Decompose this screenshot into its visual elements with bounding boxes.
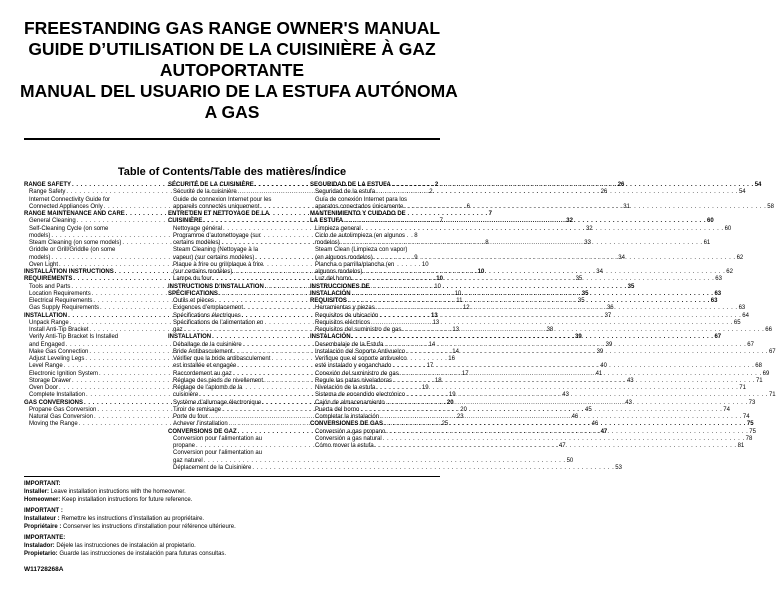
title-divider — [24, 138, 440, 140]
toc-entry-title: Conversión a gas propano — [315, 428, 386, 435]
toc-dot-leader — [204, 458, 566, 465]
toc-entry-title: aparatos conectados únicamente — [315, 203, 404, 210]
toc-page-number: 65 — [733, 319, 741, 326]
toc-dot-leader — [379, 313, 741, 320]
toc-heading: Table of Contents/Table des matières/Índice — [117, 166, 347, 178]
toc-page-number: 47 — [558, 443, 566, 449]
toc-page-number: 26 — [617, 182, 625, 188]
toc-entry-title: INSTALACIÓN — [310, 290, 351, 297]
toc-entry-title: Herramientas y piezas — [315, 305, 375, 312]
toc-entry-title: Internet Connectivity Guide for — [29, 196, 111, 203]
toc-page-number: 68 — [755, 363, 762, 370]
toc-dot-leader — [393, 378, 755, 385]
toc-entry-title: Desembalaje de la Estufa — [315, 341, 384, 348]
toc-entry — [310, 319, 741, 327]
toc-dot-leader — [344, 218, 706, 225]
toc-entry-title: Nivelación de la estufa — [315, 385, 376, 391]
toc-entry-title: Install Anti-Tip Bracket — [29, 327, 89, 333]
toc-entry-title: General Cleaning — [29, 218, 76, 225]
toc-page-number: 35 — [577, 298, 585, 304]
toc-page-number: 38 — [546, 327, 554, 333]
toc-entry — [168, 197, 298, 204]
toc-entry-title: ENTRETIEN ET NETTOYAGE DE LA — [168, 211, 270, 217]
toc-dot-leader — [362, 226, 724, 233]
toc-page-number: 2 — [429, 189, 433, 196]
toc-page-number: 12 — [462, 305, 470, 312]
toc-entry-title: appareils connectés uniquement — [173, 203, 260, 210]
important-text: Conserver les instructions d’installation pour référence ultérieure. — [61, 524, 236, 530]
toc-page-number: 17 — [461, 370, 469, 377]
toc-entry-title: Plaque à frire ou gril/plaque à frire — [173, 261, 264, 268]
toc-entry-title: Conversion pour l’alimentation au — [173, 435, 263, 442]
toc-page-number: 63 — [715, 276, 722, 283]
toc-entry — [310, 247, 440, 254]
toc-entry-title: Sistema de encendido electrónico — [315, 392, 406, 399]
toc-entry-title: Plancha o parrilla/plancha (en — [315, 261, 395, 268]
toc-entry-title: (sur certains modèles) — [173, 269, 233, 275]
toc-entry — [310, 262, 440, 269]
important-text: Guarde las instrucciones de instalación para futuras consultas. — [57, 551, 227, 557]
toc-entry — [168, 233, 298, 240]
toc-entry-title: cuisinière — [173, 392, 199, 399]
toc-entry — [168, 262, 298, 269]
important-text: Remettre les instructions d’installation au propriétaire. — [59, 516, 205, 522]
toc-entry-title: Griddle or Grill/Griddle (on some — [29, 247, 116, 254]
toc-page-number: 6 — [466, 203, 470, 210]
important-role: Propietario: — [24, 551, 58, 557]
toc-entry — [310, 356, 440, 363]
toc-page-number: 46 — [571, 414, 579, 420]
toc-page-number: 67 — [747, 341, 754, 348]
toc-entry-title: Regule las patas niveladoras — [315, 377, 393, 384]
toc-page-number: 33 — [584, 240, 591, 246]
toc-entry-title: CUISINIÈRE — [168, 218, 203, 225]
toc-page-number: 37 — [604, 312, 612, 319]
toc-page-number: 71 — [768, 392, 776, 399]
toc-page-number: 69 — [762, 370, 770, 377]
toc-entry-title: Moving the Range — [29, 421, 78, 428]
important-line — [24, 550, 440, 558]
toc-entry-title: INSTALACIÓN — [310, 334, 351, 341]
toc-entry-title: INSTALLATION INSTRUCTIONS — [24, 269, 114, 275]
toc-page-number: 54 — [754, 182, 762, 188]
toc-page-number: 81 — [737, 443, 745, 449]
toc-entry — [168, 247, 298, 254]
toc-entry-title: Déballage de la cuisinière — [173, 341, 242, 348]
part-number: W11728268A — [24, 566, 64, 573]
toc-entry-title: MANTENIMIENTO Y CUIDADO DE — [310, 211, 406, 217]
toc-entry-title: INSTALLATION — [24, 312, 68, 319]
toc-page-number: 60 — [724, 225, 732, 232]
title-english: FREESTANDING GAS RANGE OWNER'S MANUAL — [23, 18, 441, 38]
toc-dot-leader — [392, 182, 754, 189]
toc-page-number: 39 — [596, 348, 604, 355]
toc-entry-title: SÉCURITÉ DE LA CUISINIÈRE — [168, 182, 254, 188]
toc-page-number: 63 — [738, 305, 746, 312]
toc-entry-title: Programme d’autonettoyage (sur — [173, 232, 261, 239]
toc-entry-title: Conversion pour l’alimentation au — [173, 450, 263, 457]
toc-entry-title: Conexión del suministro de gas — [315, 370, 399, 377]
toc-page-number: 66 — [765, 327, 772, 333]
toc-entry-title: Steam Clean (Limpieza con vapor) — [315, 247, 408, 254]
toc-entry-title: Déplacement de la Cuisinière — [173, 464, 252, 471]
title-spanish-line1: MANUAL DEL USUARIO DE LA ESTUFA AUTÓNOMA — [20, 81, 458, 101]
toc-entry-title: Guide de connexion Internet pour les — [173, 196, 272, 203]
toc-entry-title: est installée et engagée — [173, 363, 237, 370]
toc-page-number: 18 — [434, 377, 442, 384]
toc-dot-leader — [406, 392, 768, 399]
toc-entry-title: Electrical Requirements — [29, 298, 93, 304]
toc-entry-title: Steam Cleaning (Nettoyage à la — [173, 247, 259, 254]
toc-dot-leader — [402, 327, 764, 334]
toc-entry-title: Verify Anti-Tip Bracket Is Installed — [29, 334, 119, 341]
important-notice — [24, 480, 440, 504]
toc-page-number: 35 — [581, 290, 589, 297]
toc-page-number: 11 — [456, 298, 463, 304]
toc-page-number: 50 — [566, 457, 574, 464]
toc-page-number: 35 — [627, 283, 635, 290]
important-heading: IMPORTANT: — [24, 481, 61, 487]
toc-entry-title: certains modèles) — [173, 240, 221, 246]
toc-page-number: 19 — [448, 392, 456, 399]
toc-page-number: 17 — [426, 363, 434, 370]
toc-entry-title: vapeur) (sur certains modèles) — [173, 254, 255, 261]
toc-page-number: 62 — [736, 254, 744, 261]
toc-page-number: 62 — [726, 269, 733, 275]
toc-dot-leader — [341, 240, 703, 247]
toc-dot-leader — [383, 436, 745, 443]
toc-page-number: 43 — [626, 377, 634, 384]
toc-entry-title: Conversión a gas natural — [315, 435, 382, 442]
toc-entry-title: algunos modelos) — [315, 269, 363, 275]
toc-entry — [168, 356, 298, 363]
toc-entry — [310, 435, 753, 443]
manual-title-block — [20, 18, 458, 123]
toc-page-number: 7 — [439, 218, 443, 225]
toc-page-number: 35 — [575, 276, 583, 283]
toc-page-number: 10 — [421, 261, 429, 268]
toc-entry-title: CONVERSIONES DE GAS — [310, 421, 384, 428]
toc-entry-title: Level Range — [29, 363, 63, 370]
toc-page-number: 75 — [746, 421, 754, 428]
toc-dot-leader — [404, 204, 766, 211]
toc-dot-leader — [380, 414, 742, 421]
title-spanish-line2: A GAS — [204, 102, 260, 122]
toc-entry — [168, 320, 298, 327]
toc-entry-title: RANGE MAINTENANCE AND CARE — [24, 211, 125, 217]
toc-page-number: 63 — [710, 298, 718, 304]
toc-dot-leader — [384, 421, 746, 428]
toc-entry-title: LA ESTUFA — [310, 218, 344, 225]
important-role: Installateur : — [24, 516, 60, 522]
toc-page-number: 63 — [714, 290, 722, 297]
toc-entry — [24, 226, 156, 233]
toc-page-number: 45 — [585, 406, 592, 413]
toc-entry-title: gaz naturel — [173, 457, 203, 464]
toc-page-number: 32 — [566, 218, 573, 225]
toc-entry-title: modelos) — [315, 240, 340, 246]
toc-entry-title: Vérifier que la bride antibasculement — [173, 356, 271, 362]
toc-entry-title: Spécifications électriques — [173, 312, 241, 319]
toc-entry-title: Storage Drawer — [29, 377, 72, 384]
toc-entry-title: Cajón de almacenamiento — [315, 399, 385, 406]
toc-page-number: 40 — [600, 363, 607, 370]
toc-entry-title: Spécifications de l’alimentation en — [173, 319, 264, 326]
toc-entry-title: Raccordement au gaz — [173, 370, 232, 377]
toc-entry-title: Instalación del Soporte Antivuelco — [315, 348, 406, 355]
toc-entry-title: REQUISITOS — [310, 298, 347, 304]
toc-page-number: 2 — [434, 182, 439, 188]
toc-dot-leader — [386, 400, 748, 407]
toc-entry-title: Steam Cleaning (on some models) — [29, 240, 122, 246]
toc-dot-leader — [252, 465, 614, 472]
toc-page-number: 71 — [739, 385, 746, 391]
toc-entry-title: Oven Door — [29, 385, 59, 391]
toc-page-number: 10 — [436, 276, 443, 283]
toc-page-number: 54 — [738, 189, 746, 196]
toc-page-number: 19 — [421, 385, 429, 391]
toc-page-number: 39 — [605, 341, 613, 348]
toc-entry — [24, 197, 156, 204]
toc-entry-title: Location Requirements — [29, 290, 91, 297]
toc-entry-title: Completar la instalación — [315, 414, 380, 420]
toc-entry-title: Cómo mover la estufa — [315, 443, 374, 449]
toc-dot-leader — [371, 320, 733, 327]
important-notice — [24, 534, 440, 558]
toc-page-number: 73 — [748, 399, 756, 406]
important-line — [24, 488, 440, 496]
toc-entry-title: Unpack Range — [29, 319, 69, 326]
toc-page-number: 16 — [448, 356, 455, 362]
toc-page-number: 14 — [428, 341, 436, 348]
toc-dot-leader — [400, 371, 762, 378]
toc-bottom-divider — [24, 476, 440, 477]
toc-page-number: 9 — [414, 254, 418, 261]
toc-page-number: 13 — [431, 312, 438, 319]
toc-entry-title: INSTRUCCIONES DE — [310, 283, 370, 290]
toc-entry-title: Requisitos eléctricos — [315, 319, 371, 326]
toc-entry-title: Achever l’installation — [173, 421, 228, 428]
toc-page-number: 20 — [460, 406, 467, 413]
toc-page-number: 78 — [745, 435, 753, 442]
toc-dot-leader — [374, 255, 736, 262]
toc-entry-title: INSTRUCTIONS D’INSTALLATION — [168, 283, 264, 290]
toc-page-number: 74 — [742, 414, 750, 420]
toc-section-heading — [310, 284, 440, 291]
toc-entry-title: Oven Light — [29, 261, 59, 268]
toc-dot-leader — [352, 276, 714, 283]
toc-entry-title: Electronic Ignition System — [29, 370, 99, 377]
toc-page-number: 71 — [755, 377, 763, 384]
toc-entry-title: Ciclo de autolimpieza (en algunos — [315, 232, 406, 239]
toc-page-number: 60 — [707, 218, 714, 225]
toc-entry-title: Gas Supply Requirements — [29, 305, 100, 312]
toc-entry-title: Adjust Leveling Legs — [29, 356, 85, 362]
toc-page-number: 10 — [434, 283, 441, 290]
toc-page-number: 46 — [591, 421, 599, 428]
toc-dot-leader — [375, 443, 737, 450]
important-heading: IMPORTANTE: — [24, 535, 66, 541]
toc-dot-leader — [406, 349, 768, 356]
toc-entry-title: CONVERSIONS DE GAZ — [168, 428, 237, 435]
toc-entry-title: Tiroir de remisage — [173, 406, 222, 413]
title-french-line1: GUIDE D’UTILISATION DE LA CUISINIÈRE À GAZ — [28, 39, 436, 59]
toc-page-number: 14 — [452, 348, 459, 355]
toc-page-number: 20 — [446, 399, 454, 406]
toc-entry-title: Puerta del horno — [315, 406, 360, 413]
important-line — [24, 542, 440, 550]
toc-entry-title: Luz del horno — [315, 276, 352, 283]
toc-entry-title: gaz — [173, 327, 183, 333]
important-text: Keep installation instructions for future reference. — [60, 497, 193, 503]
toc-entry — [168, 436, 298, 443]
toc-entry-title: models) — [29, 254, 51, 261]
toc-page-number: 67 — [714, 334, 722, 341]
toc-dot-leader — [386, 429, 748, 436]
toc-entry — [310, 197, 440, 204]
important-role: Propriétaire : — [24, 524, 62, 530]
toc-page-number: 67 — [768, 348, 776, 355]
toc-page-number: 36 — [606, 305, 614, 312]
toc-entry — [168, 464, 622, 472]
toc-page-number: 53 — [615, 464, 622, 471]
toc-entry-title: esté instalado y enganchado — [315, 363, 392, 370]
important-notice — [24, 507, 440, 531]
toc-page-number: 41 — [595, 370, 603, 377]
toc-entry-title: Réglage de l’aplomb de la — [173, 385, 243, 391]
toc-entry-title: Verifique que el soporte antivuelco — [315, 356, 407, 362]
title-french-line2: AUTOPORTANTE — [159, 60, 305, 80]
toc-page-number: 43 — [625, 399, 632, 406]
important-line — [24, 523, 440, 531]
toc-entry-title: INSTALLATION — [168, 334, 212, 341]
toc-entry — [168, 457, 574, 465]
toc-entry-title: Limpieza general — [315, 225, 361, 232]
toc-section-heading — [310, 211, 440, 218]
toc-entry-title: Réglage des pieds de nivellement — [173, 377, 264, 384]
toc-page-number: 31 — [623, 203, 630, 210]
toc-entry-title: Bride Antibasculement — [173, 348, 233, 355]
important-role: Instalador: — [24, 543, 55, 549]
toc-entry-title: RANGE SAFETY — [24, 182, 72, 188]
important-role: Installer: — [24, 489, 50, 495]
toc-entry — [24, 334, 156, 341]
toc-entry-title: GAS CONVERSIONS — [24, 399, 84, 406]
toc-entry-title: Propane Gas Conversion — [29, 406, 97, 413]
toc-page-number: 74 — [723, 406, 730, 413]
toc-entry-title: Outils et pièces — [173, 298, 215, 304]
toc-entry-title: REQUIREMENTS — [24, 276, 73, 283]
toc-entry — [310, 385, 746, 392]
toc-page-number: 43 — [562, 392, 569, 399]
toc-page-number: 25 — [441, 421, 449, 428]
toc-page-number: 61 — [703, 240, 711, 246]
toc-dot-leader — [363, 269, 725, 276]
toc-entry — [310, 233, 440, 240]
toc-page-number: 23 — [456, 414, 464, 420]
toc-entry-title: Natural Gas Conversion — [29, 414, 94, 420]
toc-entry-title: Sécurité de la cuisinière — [173, 189, 237, 196]
toc-page-number: 13 — [452, 327, 460, 333]
important-text: Leave installation instructions with the homeowner. — [49, 489, 186, 495]
toc-entry-title: Self-Cleaning Cycle (on some — [29, 225, 109, 232]
toc-entry-title: Range Safety — [29, 189, 66, 196]
toc-page-number: 7 — [488, 211, 493, 217]
toc-entry-title: and Engaged — [29, 341, 65, 348]
toc-entry-title: Porte du four — [173, 414, 208, 420]
toc-entry-title: Nettoyage général — [173, 225, 223, 232]
toc-page-number: 34 — [618, 254, 625, 261]
toc-entry — [24, 247, 156, 254]
toc-page-number: 64 — [742, 312, 749, 319]
toc-dot-leader — [376, 189, 738, 196]
toc-page-number: 47 — [600, 428, 608, 435]
toc-dot-leader — [360, 407, 722, 414]
toc-entry-title: propane — [173, 443, 196, 449]
important-text: Déjele las instrucciones de instalación al propietario. — [54, 543, 196, 549]
toc-entry-title: Connected Appliances Only — [29, 203, 103, 210]
toc-page-number: 13 — [432, 319, 440, 326]
important-heading: IMPORTANT : — [24, 508, 63, 514]
important-notices — [24, 480, 440, 561]
toc-entry-title: (en algunos modelos) — [315, 254, 373, 261]
toc-entry-title: Requisitos de ubicación — [315, 312, 379, 319]
important-line — [24, 515, 440, 523]
toc-page-number: 58 — [767, 203, 774, 210]
toc-entry-title: Make Gas Connection — [29, 348, 89, 355]
toc-dot-leader — [376, 385, 738, 392]
toc-entry-title: Exigences d’emplacement — [173, 305, 244, 312]
important-role: Homeowner: — [24, 497, 61, 503]
toc-entry-title: models) — [29, 232, 51, 239]
toc-page-number: 10 — [477, 269, 485, 275]
toc-entry-title: Guía de conexión Internet para los — [315, 196, 408, 203]
toc-page-number: 32 — [585, 225, 593, 232]
toc-entry-title: SEGURIDAD DE LA ESTUFA — [310, 182, 391, 188]
toc-entry — [168, 450, 298, 457]
toc-page-number: 39 — [575, 334, 582, 341]
toc-entry-title: Tools and Parts — [29, 283, 71, 290]
important-line — [24, 496, 440, 504]
toc-dot-leader — [352, 291, 714, 298]
toc-entry-title: Seguridad de la estufa — [315, 189, 376, 196]
toc-page-number: 26 — [600, 189, 608, 196]
toc-entry — [168, 385, 298, 392]
toc-page-number: 8 — [485, 240, 489, 246]
toc-page-number: 8 — [414, 232, 418, 239]
toc-dot-leader — [392, 363, 754, 370]
toc-dot-leader — [348, 298, 710, 305]
toc-entry-title: Complete Installation — [29, 392, 86, 399]
toc-page-number: 75 — [749, 428, 756, 435]
toc-page-number: 10 — [454, 290, 462, 297]
toc-entry-title: SPÉCIFICATIONS — [168, 290, 218, 297]
toc-page-number: 34 — [596, 269, 603, 275]
toc-dot-leader — [352, 334, 714, 341]
toc-dot-leader — [384, 342, 746, 349]
toc-dot-leader — [376, 305, 738, 312]
toc-entry-title: Requisitos del suministro de gas — [315, 327, 402, 333]
toc-entry-title: Système d’allumage électronique — [173, 399, 262, 406]
toc-entry-title: Lampe du four — [173, 276, 212, 283]
